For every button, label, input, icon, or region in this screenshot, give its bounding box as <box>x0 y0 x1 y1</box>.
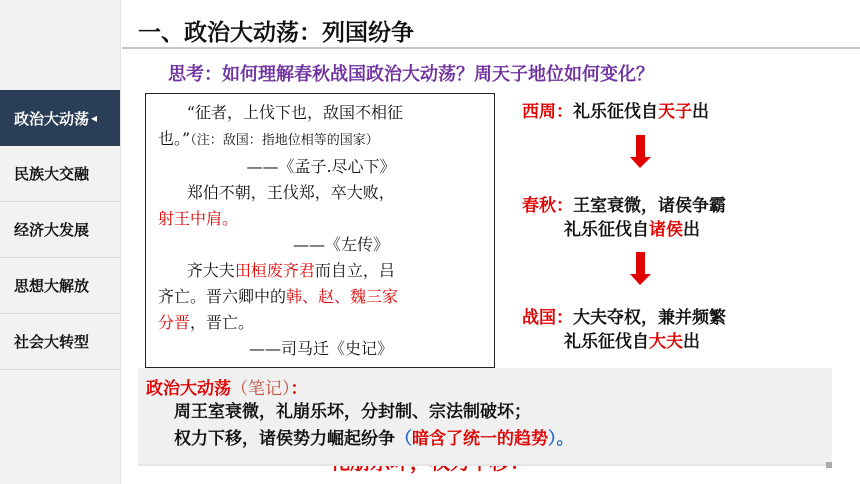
title-divider <box>122 47 860 49</box>
sidebar-item-society[interactable] <box>0 314 120 370</box>
quote-source: ——《左传》 <box>292 235 389 254</box>
sidebar-item-thought[interactable] <box>0 258 120 314</box>
notes-box <box>138 368 832 466</box>
quote-line: 分晋，晋亡。 <box>158 313 255 332</box>
sidebar-item-label: 经济大发展 <box>14 221 90 239</box>
warring-states-line: 战国：大夫夺权，兼并频繁 <box>522 308 726 328</box>
question-text: 思考：如何理解春秋战国政治大动荡？周天子地位如何变化？ <box>168 64 654 85</box>
sidebar-item-ethnic[interactable] <box>0 146 120 202</box>
spring-autumn-line2: 礼乐征伐自诸侯出 <box>564 220 700 240</box>
quote-line: 也。”（注：敌国：指地位相等的国家） <box>158 129 379 148</box>
quote-line: 齐大夫田桓废齐君而自立，吕 <box>186 261 395 280</box>
page-indicator <box>826 462 832 468</box>
western-zhou-line: 西周：礼乐征伐自天子出 <box>522 102 709 122</box>
down-arrow-icon <box>636 135 645 159</box>
sidebar-item-politics[interactable] <box>0 90 120 146</box>
spring-autumn-line: 春秋：王室衰微，诸侯争霸 <box>522 196 726 216</box>
quote-line: “征者，上伐下也，敌国不相征 <box>186 103 403 122</box>
active-marker-icon: ◂ <box>91 111 98 125</box>
quote-line: 齐亡。晋六卿中的韩、赵、魏三家 <box>158 287 399 306</box>
sidebar-item-label: 思想大解放 <box>14 277 90 295</box>
warring-states-line2: 礼乐征伐自大夫出 <box>564 332 700 352</box>
quote-line: 郑伯不朝，王伐郑，卒大败， <box>186 183 395 202</box>
notes-heading: 政治大动荡（笔记）： <box>146 379 308 399</box>
page-title: 一、政治大动荡：列国纷争 <box>138 20 414 46</box>
quote-source: ——《孟子.尽心下》 <box>246 157 396 176</box>
down-arrow-icon <box>636 252 645 276</box>
sidebar-item-label: 政治大动荡 <box>14 109 90 128</box>
quote-box <box>145 93 495 368</box>
sidebar <box>0 0 121 484</box>
notes-line: 权力下移，诸侯势力崛起纷争（暗含了统一的趋势）。 <box>174 429 574 449</box>
quote-note: （注：敌国：指地位相等的国家） <box>190 133 379 148</box>
sidebar-item-label: 社会大转型 <box>14 333 90 351</box>
sidebar-item-label: 民族大交融 <box>14 165 90 183</box>
quote-source: ——司马迁《史记》 <box>248 339 393 358</box>
sidebar-item-economy[interactable] <box>0 202 120 258</box>
quote-line: 射王中肩。 <box>158 209 239 228</box>
notes-line: 周王室衰微，礼崩乐坏，分封制、宗法制破坏； <box>174 402 531 422</box>
